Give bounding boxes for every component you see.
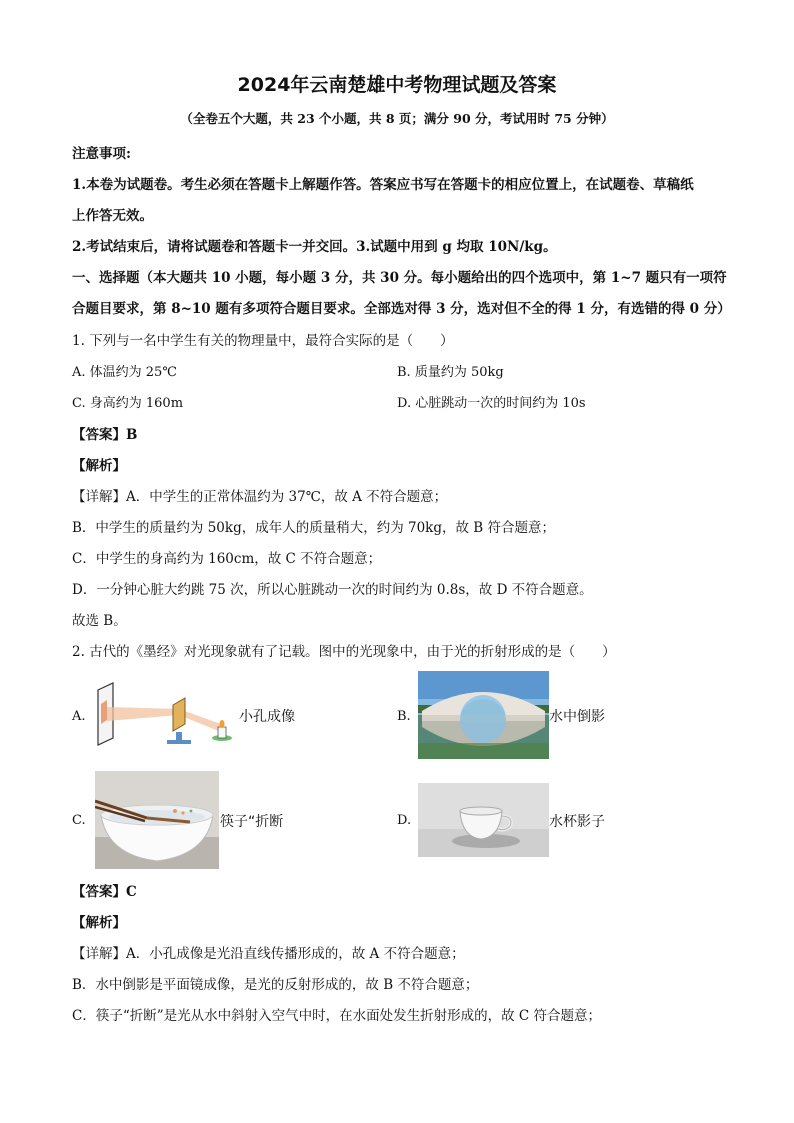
q1-detail-line: 【详解】A．中学生的正常体温约为 37℃，故 A 不符合题意； [72, 489, 448, 505]
bridge-reflection-photo [418, 671, 549, 759]
q2-detail-line: 【详解】A．小孔成像是光沿直线传播形成的，故 A 不符合题意； [72, 946, 465, 962]
notes-heading: 注意事项: [72, 146, 131, 162]
q1-option-a: A. 体温约为 25℃ [72, 365, 177, 380]
q2-caption-c: 筷子“折断 [220, 814, 284, 830]
note-item-1-cont: 上作答无效。 [72, 208, 153, 224]
q1-analysis-label: 【解析】 [72, 458, 126, 474]
q1-answer: 【答案】B [72, 427, 138, 443]
question-2-stem: 2. 古代的《墨经》对光现象就有了记载。图中的光现象中，由于光的折射形成的是（ ） [72, 644, 616, 660]
q2-option-a-label: A. [72, 709, 86, 724]
q2-option-b-label: B. [397, 709, 411, 724]
note-item-2: 2.考试结束后，请将试题卷和答题卡一并交回。3.试题中用到 g 均取 10N/kg。 [72, 239, 557, 255]
q1-conclusion: 故选 B。 [72, 613, 127, 629]
q2-caption-b: 水中倒影 [549, 709, 605, 725]
q1-option-b: B. 质量约为 50kg [397, 365, 504, 380]
q2-detail-line: B．水中倒影是平面镜成像，是光的反射形成的，故 B 不符合题意； [72, 977, 479, 993]
cup-shadow-photo [418, 783, 549, 857]
q2-caption-a: 小孔成像 [239, 709, 295, 725]
q2-option-d-label: D. [397, 813, 412, 828]
chopsticks-bowl-photo [95, 771, 219, 869]
q2-analysis-label: 【解析】 [72, 915, 126, 931]
pinhole-imaging-illustration [93, 680, 238, 750]
q1-detail-line: B．中学生的质量约为 50kg，成年人的质量稍大，约为 70kg，故 B 符合题意； [72, 520, 556, 536]
q2-caption-d: 水杯影子 [549, 814, 605, 830]
q1-option-d: D. 心脏跳动一次的时间约为 10s [397, 396, 586, 411]
q2-detail-line: C．筷子“折断”是光从水中斜射入空气中时，在水面处发生折射形成的，故 C 符合题意； [72, 1008, 602, 1024]
section-heading: 一、选择题（本大题共 10 小题，每小题 3 分，共 30 分。每小题给出的四个选项中，第 1~7 题只有一项符 [72, 270, 727, 286]
q1-detail-line: C．中学生的身高约为 160cm，故 C 不符合题意； [72, 551, 382, 567]
note-item-1: 1.本卷为试题卷。考生必须在答题卡上解题作答。答案应书写在答题卡的相应位置上，在试题卷、草稿纸 [72, 177, 694, 193]
page-title: 2024年云南楚雄中考物理试题及答案 [237, 74, 557, 96]
q1-option-c: C. 身高约为 160m [72, 396, 184, 411]
q1-detail-line: D．一分钟心脏大约跳 75 次，所以心脏跳动一次的时间约为 0.8s，故 D 不符合题意。 [72, 582, 593, 598]
exam-info: （全卷五个大题，共 23 个小题，共 8 页；满分 90 分，考试用时 75 分钟） [180, 111, 614, 126]
q2-answer: 【答案】C [72, 884, 137, 900]
section-heading-cont: 合题目要求，第 8~10 题有多项符合题目要求。全部选对得 3 分，选对但不全的得 1 分，有选错的得 0 分） [72, 301, 731, 317]
question-1-stem: 1. 下列与一名中学生有关的物理量中，最符合实际的是（ ） [72, 333, 454, 349]
q2-option-c-label: C. [72, 813, 86, 828]
